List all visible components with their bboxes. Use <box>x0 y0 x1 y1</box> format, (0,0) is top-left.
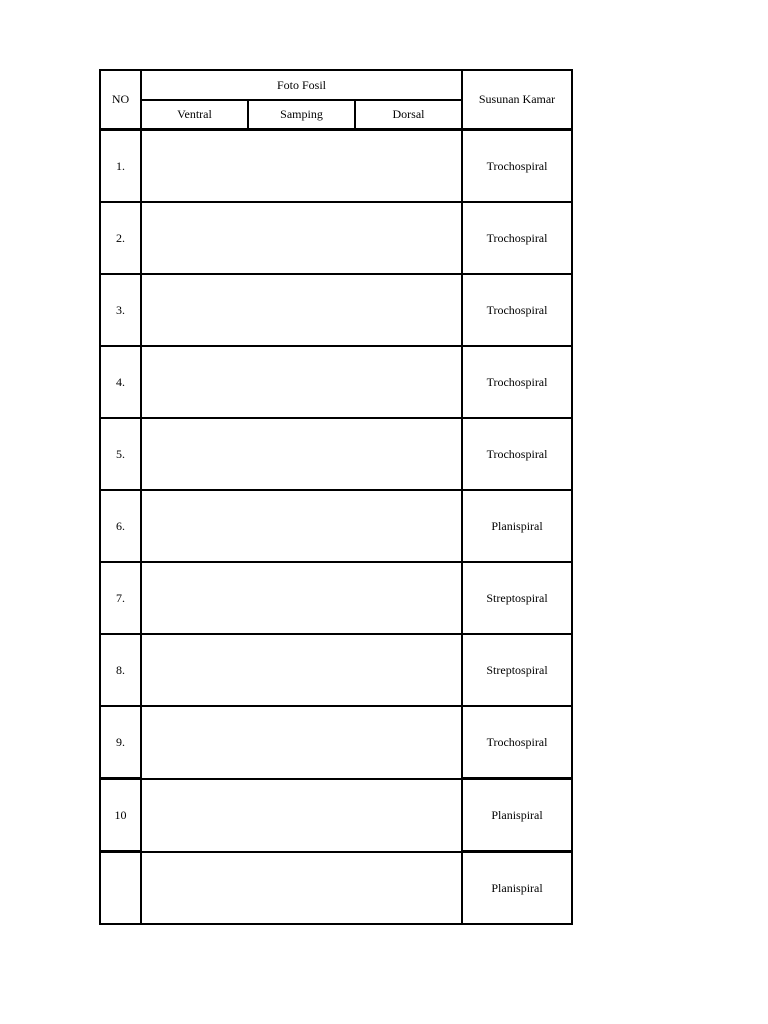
table-row <box>100 490 572 562</box>
table-row <box>100 562 572 634</box>
row-susunan-kamar: Planispiral <box>462 779 572 852</box>
row-no: 9. <box>100 706 141 779</box>
header-samping: Samping <box>248 100 355 130</box>
photo-cell <box>141 779 462 852</box>
table-row <box>100 779 572 852</box>
table-row <box>100 634 572 706</box>
photo-cell <box>141 706 462 779</box>
row-susunan-kamar: Trochospiral <box>462 706 572 779</box>
table-row <box>100 852 572 925</box>
photo-cell <box>141 418 462 490</box>
row-susunan-kamar: Trochospiral <box>462 418 572 490</box>
row-no: 1. <box>100 130 141 203</box>
header-foto-fosil: Foto Fosil <box>141 70 462 100</box>
row-susunan-kamar: Planispiral <box>462 490 572 562</box>
row-no: 7. <box>100 562 141 634</box>
table-row <box>100 202 572 274</box>
photo-cell <box>141 274 462 346</box>
row-susunan-kamar: Trochospiral <box>462 346 572 418</box>
header-no: NO <box>100 70 141 130</box>
header-ventral: Ventral <box>141 100 248 130</box>
row-susunan-kamar: Streptospiral <box>462 562 572 634</box>
row-no: 2. <box>100 202 141 274</box>
table-row <box>100 274 572 346</box>
header-susunan-kamar: Susunan Kamar <box>462 70 572 130</box>
photo-cell <box>141 852 462 925</box>
table-row <box>100 346 572 418</box>
row-susunan-kamar: Planispiral <box>462 852 572 925</box>
header-dorsal: Dorsal <box>355 100 462 130</box>
row-susunan-kamar: Trochospiral <box>462 202 572 274</box>
row-susunan-kamar: Streptospiral <box>462 634 572 706</box>
row-no: 5. <box>100 418 141 490</box>
row-no: 3. <box>100 274 141 346</box>
table-row <box>100 130 572 203</box>
row-no <box>100 852 141 925</box>
fossil-table-sheet <box>99 69 571 924</box>
fossil-table <box>99 69 573 925</box>
photo-cell <box>141 562 462 634</box>
header-row-top <box>100 70 572 100</box>
photo-cell <box>141 634 462 706</box>
row-no: 8. <box>100 634 141 706</box>
photo-cell <box>141 202 462 274</box>
photo-cell <box>141 490 462 562</box>
photo-cell <box>141 130 462 203</box>
row-no: 6. <box>100 490 141 562</box>
row-no: 4. <box>100 346 141 418</box>
table-row <box>100 706 572 779</box>
row-no: 10 <box>100 779 141 852</box>
photo-cell <box>141 346 462 418</box>
table-row <box>100 418 572 490</box>
row-susunan-kamar: Trochospiral <box>462 274 572 346</box>
row-susunan-kamar: Trochospiral <box>462 130 572 203</box>
